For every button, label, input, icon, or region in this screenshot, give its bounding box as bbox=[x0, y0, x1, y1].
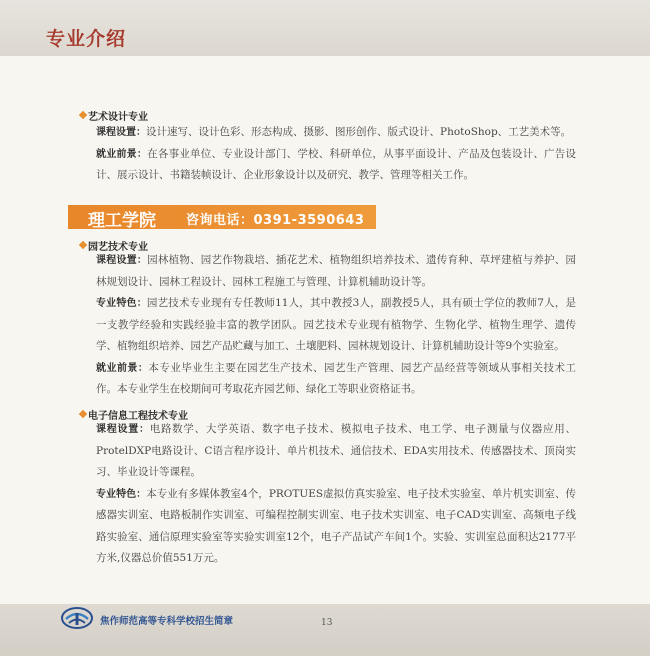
electronics-courses-label: 课程设置： bbox=[96, 424, 150, 435]
horticulture-prospects-label: 就业前景： bbox=[96, 362, 149, 374]
electronics-features bbox=[76, 484, 576, 570]
art-prospects-label: 就业前景： bbox=[96, 148, 148, 160]
horticulture-features bbox=[76, 293, 576, 358]
art-courses-text: 设计速写、设计色彩、形态构成、摄影、图形创作、版式设计、PhotoShop、工艺美术等。 bbox=[146, 126, 572, 138]
art-courses bbox=[76, 122, 576, 144]
page-title: 专业介绍 bbox=[46, 28, 127, 50]
horticulture-prospects-text: 本专业毕业生主要在园艺生产技术、园艺生产管理、园艺产品经营等领域从事相关技术工作。本专业学生在校期间可考取花卉园艺师、绿化工等职业资格证书。 bbox=[96, 361, 577, 395]
electronics-features-label: 专业特色： bbox=[96, 488, 147, 500]
art-courses-label: 课程设置： bbox=[96, 127, 146, 138]
electronics-body bbox=[76, 419, 576, 570]
art-prospects bbox=[76, 144, 576, 187]
footer-band bbox=[0, 604, 650, 656]
page-number: 13 bbox=[321, 618, 333, 628]
electronics-courses bbox=[76, 419, 576, 484]
electronics-courses-text: 电路数学、大学英语、数字电子技术、模拟电子技术、电工学、电子测量与仪器应用、ProtelDXP电路设计、C语言程序设计、单片机技术、通信技术、EDA实用技术、传感器技术、顶岗实习、毕业设计等课程。 bbox=[96, 423, 577, 478]
electronics-features-text: 本专业有多媒体教室4个，PROTUES虚拟仿真实验室、电子技术实验室、单片机实训室、传感器实训室、电路板制作实训室、可编程控制实训室、电子技术实训室、电子CAD实训室、高频电子线路实验室、通信原理实验室等实验实训室12个，电子产品试产车间1个。实验、实训室总面积达2177平方米,仪器总价值551万元。 bbox=[96, 487, 577, 564]
college-banner bbox=[68, 205, 376, 229]
section-title-electronics: 电子信息工程技术专业 bbox=[88, 411, 188, 422]
horticulture-features-text: 园艺技术专业现有专任教师11人，其中教授3人，副教授5人，具有硕士学位的教师7人，是一支教学经验和实践经验丰富的教学团队。园艺技术专业现有植物学、生物化学、植物生理学、遗传学、植物组织培养、园艺产品贮藏与加工、土壤肥料、园林规划设计、计算机辅助设计等9个实验室。 bbox=[96, 297, 577, 352]
horticulture-prospects bbox=[76, 358, 576, 401]
section-title-horticulture: 园艺技术专业 bbox=[88, 242, 148, 253]
horticulture-features-label: 专业特色： bbox=[96, 298, 147, 309]
art-body bbox=[76, 122, 576, 187]
consult-phone: 咨询电话：0391-3590643 bbox=[186, 213, 365, 228]
art-prospects-text: 在各事业单位、专业设计部门、学校、科研单位，从事平面设计、产品及包装设计、广告设计、展示设计、书籍装帧设计、企业形象设计以及研究、教学、管理等相关工作。 bbox=[96, 147, 577, 181]
horticulture-courses-label: 课程设置： bbox=[96, 255, 148, 266]
footer-school-name: 焦作师范高等专科学校招生简章 bbox=[100, 616, 234, 627]
section-title-art: 艺术设计专业 bbox=[88, 112, 148, 123]
college-name: 理工学院 bbox=[88, 211, 156, 231]
horticulture-courses bbox=[76, 250, 576, 293]
school-logo-icon bbox=[60, 605, 94, 631]
horticulture-body bbox=[76, 250, 576, 401]
horticulture-courses-text: 园林植物、园艺作物栽培、插花艺术、植物组织培养技术、遗传育种、草坪建植与养护、园林规划设计、园林工程设计、园林工程施工与管理、计算机辅助设计等。 bbox=[96, 254, 577, 288]
